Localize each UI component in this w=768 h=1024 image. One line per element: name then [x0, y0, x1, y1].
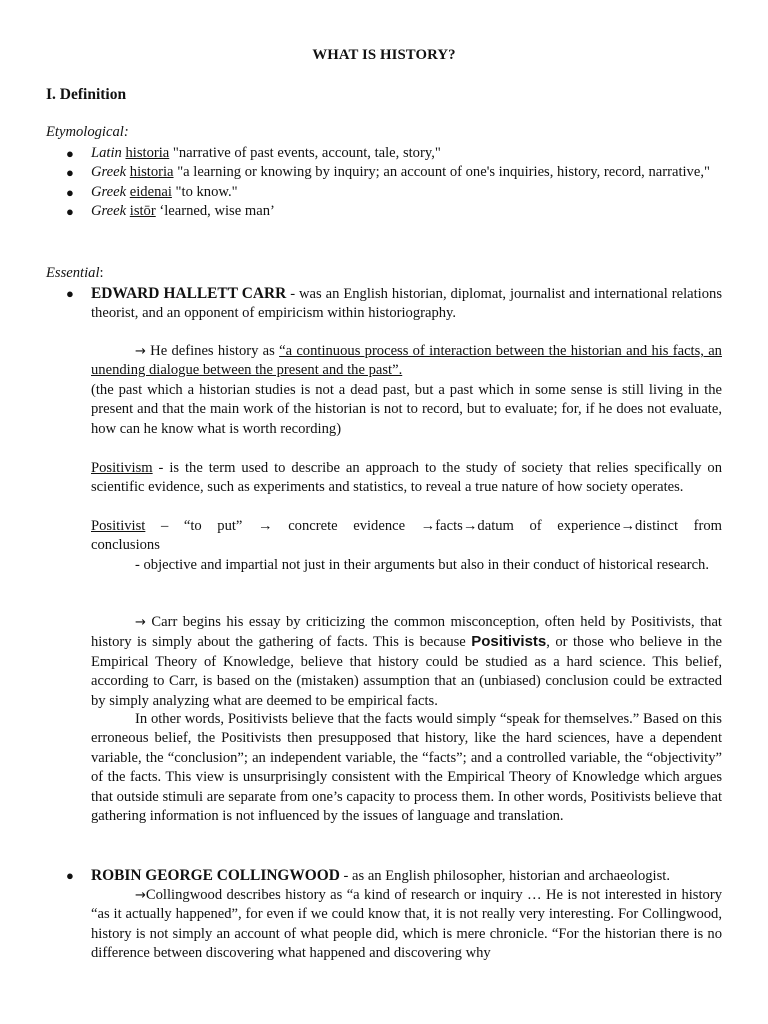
- collingwood-name: ROBIN GEORGE COLLINGWOOD: [91, 867, 340, 884]
- etymology-list: [0, 144, 768, 222]
- collingwood-bullet-list: [0, 866, 768, 886]
- other-words-paragraph: In other words, Positivists believe that the facts would simply “speak for themselves.” Based on this erroneous belief, the Positivists then presupposed that history, like the hard sciences, have a dependent variable, the “conclusion”; an independent variable, the “facts”; and a controlled variable, the “objectivity” of the facts. This view is unsurprisingly consistent with the Empirical Theory of Knowledge which argues that outside stimuli are separate from one’s capacity to process them. In other words, Positivists believe that gathering information is not influenced by the issues of language and translation.: [91, 711, 722, 825]
- list-item: [0, 163, 768, 182]
- etymological-label: Etymological:: [46, 124, 129, 140]
- collingwood-intro: - as an English philosopher, historian and archaeologist.: [339, 868, 670, 884]
- collingwood-paragraph: [91, 886, 722, 964]
- definition-quote: “a continuous process of interaction between the historian and his facts, an unending dialogue between the present and the past”.: [91, 343, 722, 379]
- collingwood-text: Collingwood describes history as “a kind of research or inquiry … He is not interested in history “as it actually happened”, for even if we could know that, it is not really very interesting. For Collingwood, history is not simply an account of what people did, which is mere chronicle. “For the historian there is no difference between discovering what happened and discovering why: [91, 887, 722, 962]
- etymon-meaning: "narrative of past events, account, tale, story,": [169, 145, 441, 161]
- positivist-chain: – “to put” → concrete evidence →facts→datum of experience→distinct from conclusions: [91, 518, 722, 554]
- etymon-word: eidenai: [129, 183, 172, 200]
- language-name: Greek: [91, 183, 127, 200]
- carr-definition-paragraph: [91, 342, 722, 381]
- etymon-word: historia: [125, 145, 170, 161]
- bullet-icon: ●: [66, 204, 74, 220]
- positivist-paragraph: [91, 517, 722, 556]
- carr-parenthetical: (the past which a historian studies is not a dead past, but a past which in some sense is still living in the present and that the main work of the historian is not to record, but to evaluate; for, if he does not evaluate, how can he know what is worth recording): [91, 382, 722, 437]
- section-heading-definition: I. Definition: [46, 86, 127, 103]
- bullet-icon: ●: [66, 184, 74, 200]
- list-item: [0, 183, 768, 202]
- list-item: [0, 866, 768, 886]
- positivism-paragraph: [91, 459, 722, 498]
- etymon-meaning: ‘learned, wise man’: [155, 203, 275, 220]
- carr-intro: - was an English historian, diplomat, journalist and international relations theorist, and an opponent of empiricism within historiography.: [91, 286, 722, 322]
- positivist-note-text: - objective and impartial not just in their arguments but also in their conduct of historical research.: [135, 557, 709, 573]
- right-arrow-icon: →: [135, 344, 146, 359]
- positivism-term: Positivism: [91, 460, 153, 476]
- positivist-note: [91, 556, 722, 575]
- carr-name: EDWARD HALLETT CARR: [91, 285, 287, 302]
- language-name: Latin: [91, 145, 122, 161]
- list-item: [0, 144, 768, 163]
- definition-lead: He defines history as: [145, 343, 280, 359]
- carr-essay-text-a: Carr begins his essay by criticizing the common misconception, often held by Positivists, that history is simply about the gathering of facts. This is because: [91, 614, 722, 651]
- right-arrow-icon: →: [135, 888, 146, 903]
- list-item: [0, 284, 768, 324]
- etymon-word: historia: [129, 164, 174, 181]
- positivism-definition: - is the term used to describe an approach to the study of society that relies specifically on scientific evidence, such as experiments and statistics, to reveal a true nature of how society operates.: [91, 460, 722, 496]
- list-item: [0, 202, 768, 221]
- bullet-icon: ●: [66, 146, 74, 161]
- essential-label-text: Essential: [46, 265, 100, 281]
- language-name: Greek: [91, 164, 127, 181]
- bullet-icon: ●: [66, 286, 74, 301]
- language-name: Greek: [91, 203, 127, 220]
- essential-label-colon: :: [99, 265, 104, 281]
- etymon-meaning: "a learning or knowing by inquiry; an account of one's inquiries, history, record, narrative,": [173, 164, 710, 181]
- etymon-meaning: "to know.": [171, 183, 238, 200]
- document-title: WHAT IS HISTORY?: [312, 47, 456, 63]
- essential-label: [46, 264, 104, 283]
- carr-bullet-list: [0, 284, 768, 324]
- carr-essay-paragraph: [91, 613, 722, 711]
- right-arrow-icon: →: [135, 615, 146, 630]
- bullet-icon: ●: [66, 165, 74, 181]
- positivists-bold: Positivists: [471, 633, 547, 651]
- etymon-word: istōr: [129, 203, 156, 220]
- bullet-icon: ●: [66, 868, 74, 883]
- positivist-term: Positivist: [91, 518, 146, 534]
- carr-essay-text-b: , or those who believe in the Empirical Theory of Knowledge, believe that history could be studied as a hard science. This belief, according to Carr, is based on the (mistaken) assumption that an (unbiased) conclusion could be extracted by simply analyzing what are deemed to be empirical facts.: [91, 634, 722, 709]
